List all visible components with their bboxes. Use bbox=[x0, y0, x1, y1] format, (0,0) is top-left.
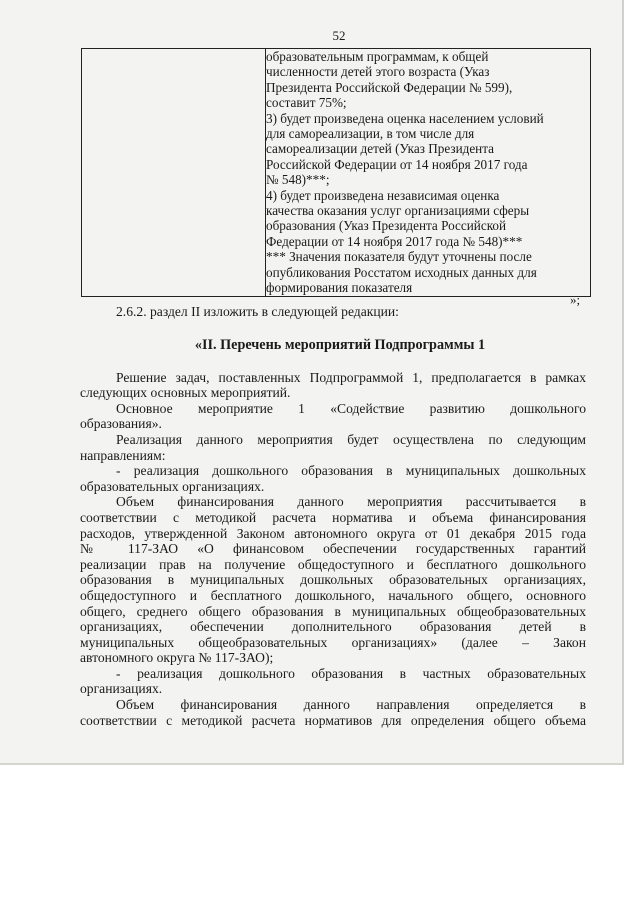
table-line: численности детей этого возраста (Указ bbox=[266, 64, 490, 80]
table-line: составит 75%; bbox=[266, 95, 347, 111]
table-line: образовательным программам, к общей bbox=[266, 49, 489, 64]
text-line: общедоступного и бесплатного дошкольного, начального общего, основного bbox=[80, 587, 586, 603]
text-line: - реализация дошкольного образования в частных образовательных bbox=[116, 665, 586, 681]
table-line: качества оказания услуг организациями сферы bbox=[266, 203, 530, 219]
table-cell-text bbox=[266, 49, 591, 297]
text-line: Реализация данного мероприятия будет осуществлена по следующим bbox=[116, 431, 586, 447]
table-line: *** Значения показателя будут уточнены после bbox=[266, 249, 532, 265]
table-line: образования (Указ Президента Российской bbox=[266, 218, 507, 234]
table-line: 3) будет произведена оценка населением условий bbox=[266, 110, 544, 126]
closing-quote: »; bbox=[570, 292, 581, 307]
page-number: 52 bbox=[332, 28, 346, 43]
text-line: муниципальных общеобразовательных организациях» (далее – Закон bbox=[80, 634, 586, 650]
text-line: расходов, утвержденной Законом автономного округа от 01 декабря 2015 года bbox=[80, 525, 586, 541]
text-line: организациях, обеспечении дополнительного образования детей в bbox=[80, 619, 586, 635]
text-line: образования в муниципальных дошкольных образовательных организациях, bbox=[80, 572, 586, 588]
text-line: направлениям: bbox=[80, 447, 166, 463]
text-line: Основное мероприятие 1 «Содействие развитию дошкольного bbox=[116, 400, 586, 416]
section-heading: «II. Перечень мероприятий Подпрограммы 1 bbox=[194, 336, 486, 353]
text-line: автономного округа № 117-ЗАО); bbox=[80, 650, 274, 666]
document-body bbox=[80, 304, 586, 728]
table-line: Федерации от 14 ноября 2017 года № 548)*** bbox=[266, 233, 523, 249]
table-line: формирования показателя bbox=[266, 280, 413, 296]
text-line: следующих основных мероприятий. bbox=[80, 385, 291, 401]
text-line: - реализация дошкольного образования в муниципальных дошкольных bbox=[116, 463, 586, 479]
table-line: для самореализации, в том числе для bbox=[266, 126, 475, 142]
indicator-table bbox=[81, 48, 591, 297]
text-line: соответствии с методикой расчета норматива и объема финансирования bbox=[80, 509, 586, 525]
table-line: опубликования Росстатом исходных данных для bbox=[266, 264, 537, 280]
text-line: № 117-ЗАО «О финансовом обеспечении государственных гарантий bbox=[80, 541, 586, 557]
paragraph-3 bbox=[80, 432, 586, 463]
table-line: 4) будет произведена независимая оценка bbox=[266, 187, 500, 203]
text-line: реализации прав на получение общедоступного и бесплатного дошкольного bbox=[80, 556, 586, 572]
paragraph-5 bbox=[80, 494, 586, 666]
table-cell-empty bbox=[82, 49, 266, 297]
table-line: самореализации детей (Указ Президента bbox=[266, 141, 495, 157]
table-line: № 548)***; bbox=[266, 172, 330, 188]
paragraph-2 bbox=[80, 401, 586, 432]
item-line: 2.6.2. раздел II изложить в следующей редакции: bbox=[116, 304, 399, 319]
paragraph-1 bbox=[80, 370, 586, 401]
text-line: соответствии с методикой расчета нормативов для определения общего объема bbox=[80, 712, 586, 728]
paragraph-6 bbox=[80, 666, 586, 697]
text-line: организациях. bbox=[80, 681, 163, 697]
paragraph-7 bbox=[80, 697, 586, 728]
table-row bbox=[82, 49, 591, 297]
paragraph-4 bbox=[80, 463, 586, 494]
text-line: Объем финансирования данного мероприятия рассчитывается в bbox=[116, 494, 586, 510]
table-line: Российской Федерации от 14 ноября 2017 года bbox=[266, 156, 528, 172]
table-line: Президента Российской Федерации № 599), bbox=[266, 79, 513, 95]
text-line: Объем финансирования данного направления определяется в bbox=[116, 697, 586, 713]
text-line: образования». bbox=[80, 416, 162, 432]
text-line: общего, среднего общего образования в муниципальных общеобразовательных bbox=[80, 603, 586, 619]
text-line: Решение задач, поставленных Подпрограммой 1, предполагается в рамках bbox=[116, 369, 586, 385]
text-line: образовательных организациях. bbox=[80, 478, 265, 494]
